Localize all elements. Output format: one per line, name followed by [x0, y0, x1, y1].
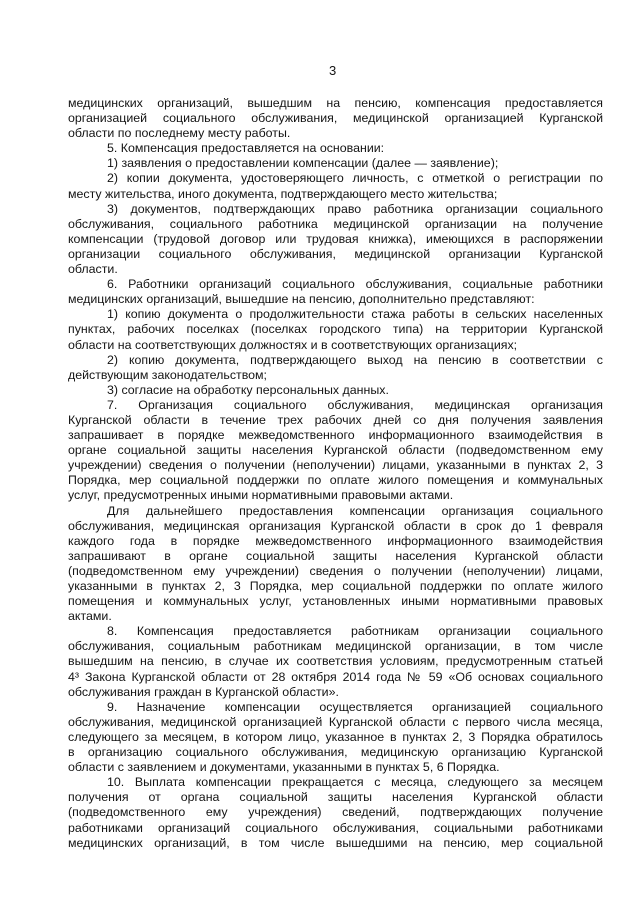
text-line: запрашивает в порядке межведомственного информационного взаимодействия в	[68, 428, 603, 443]
text-line: Курганской области в течение трех рабочих дней со дня получения заявления	[68, 412, 603, 427]
paragraph	[68, 277, 603, 307]
text-line: области по последнему месту работы.	[68, 126, 291, 141]
paragraph	[68, 624, 603, 699]
text-line: 6. Работники организаций социального обслуживания, социальные работники	[107, 277, 603, 292]
text-line: медицинских организаций, в том числе вышедшими на пенсию, мер социальной	[68, 835, 603, 850]
paragraph	[68, 383, 603, 398]
text-line: обслуживания, медицинская организация Курганской области в срок до 1 февраля	[68, 518, 603, 533]
paragraph	[68, 171, 603, 201]
text-line: организацией социального обслуживания, медицинской организацией Курганской	[68, 111, 603, 126]
text-line: Для дальнейшего предоставления компенсации организация социального	[107, 503, 603, 518]
text-line: запрашивают в органе социальной защиты населения Курганской области	[68, 548, 603, 563]
paragraph	[68, 775, 603, 850]
paragraph	[68, 353, 603, 383]
text-line: Порядка, мер социальной поддержки по оплате жилого помещения и коммунальных	[68, 473, 603, 488]
paragraph	[68, 202, 603, 277]
text-line: услуг, предусмотренных иными нормативными правовыми актами.	[68, 488, 454, 503]
text-line: получения от органа социальной защиты населения Курганской области	[68, 790, 603, 805]
text-line: (подведомственного ему учреждения) сведений, подтверждающих получение	[68, 805, 603, 820]
text-line: обслуживания, социальным работникам медицинской организации, в том числе	[68, 639, 603, 654]
paragraph	[68, 156, 603, 171]
text-line: обслуживания, социального работника медицинской организации на получение	[68, 216, 603, 231]
text-line: 2) копии документа, удостоверяющего личность, с отметкой о регистрации по	[107, 171, 603, 186]
paragraph	[68, 141, 603, 156]
text-line: компенсации (трудовой договор или трудовая книжка), имеющихся в распоряжении	[68, 231, 603, 246]
paragraph	[68, 307, 603, 352]
text-line: вышедшим на пенсию, в случае их соответствия условиям, предусмотренным статьей	[68, 654, 603, 669]
text-line: актами.	[68, 609, 112, 624]
text-line: области на соответствующих должностях и в соответствующих организациях;	[68, 337, 518, 352]
text-line: учреждении) сведения о получении (неполучении) лицами, указанными в пунктах 2, 3	[68, 458, 603, 473]
text-line: в организацию социального обслуживания, медицинскую организацию Курганской	[68, 745, 603, 760]
text-line: обслуживания, медицинской организацией Курганской области с первого числа месяца,	[68, 714, 603, 729]
text-line: 1) заявления о предоставлении компенсации (далее — заявление);	[107, 156, 499, 171]
text-line: 4³ Закона Курганской области от 28 октября 2014 года № 59 «Об основах социального	[68, 669, 603, 684]
paragraph	[68, 96, 603, 141]
text-line: 3) согласие на обработку персональных данных.	[107, 382, 389, 397]
text-line: 1) копию документа о продолжительности стажа работы в сельских населенных	[107, 307, 603, 322]
text-line: 9. Назначение компенсации осуществляется организацией социального	[107, 699, 603, 714]
text-line: области.	[68, 262, 118, 277]
text-line: обслуживания граждан в Курганской области».	[68, 684, 339, 699]
text-line: месту жительства, иного документа, подтверждающего место жительства;	[68, 186, 498, 201]
text-line: каждого года в порядке межведомственного информационного взаимодействия	[68, 533, 603, 548]
text-line: медицинских организаций, вышедшим на пенсию, компенсация предоставляется	[68, 96, 603, 110]
text-line: работниками организаций социального обслуживания, социальными работниками	[68, 820, 603, 835]
text-line: помещения и коммунальных услуг, установленных иными нормативными правовых	[68, 594, 603, 609]
text-line: указанными в пунктах 2, 3 Порядка, мер социальной поддержки по оплате жилого	[68, 579, 603, 593]
paragraph	[68, 398, 603, 504]
text-line: органе социальной защиты населения Курганской области (подведомственном ему	[68, 443, 603, 458]
text-line: организации социального обслуживания, медицинской организации Курганской	[68, 246, 603, 261]
text-line: действующим законодательством;	[68, 367, 267, 382]
text-line: следующего за месяцем, в котором лицо, указанное в пунктах 2, 3 Порядка обратилось	[68, 729, 603, 744]
text-line: 10. Выплата компенсации прекращается с месяца, следующего за месяцем	[107, 775, 603, 790]
text-line: пунктах, рабочих поселках (поселках городского типа) на территории Курганской	[68, 322, 603, 337]
paragraph	[68, 504, 603, 625]
text-line: 2) копию документа, подтверждающего выход на пенсию в соответствии с	[107, 352, 603, 367]
text-line: 7. Организация социального обслуживания, медицинская организация	[107, 397, 603, 412]
text-line: области с заявлением и документами, указанными в пунктах 5, 6 Порядка.	[68, 760, 500, 775]
text-line: 8. Компенсация предоставляется работникам организации социального	[107, 624, 603, 639]
text-line: 5. Компенсация предоставляется на основании:	[107, 141, 385, 156]
paragraph	[68, 700, 603, 775]
text-line: медицинских организаций, вышедшие на пенсию, дополнительно представляют:	[68, 292, 535, 307]
text-line: 3) документов, подтверждающих право работника организации социального	[107, 201, 603, 216]
document-body	[68, 96, 603, 851]
page-number: 3	[329, 63, 337, 78]
text-line: (подведомственном ему учреждении) сведения о получении (неполучении) лицами,	[68, 563, 603, 578]
